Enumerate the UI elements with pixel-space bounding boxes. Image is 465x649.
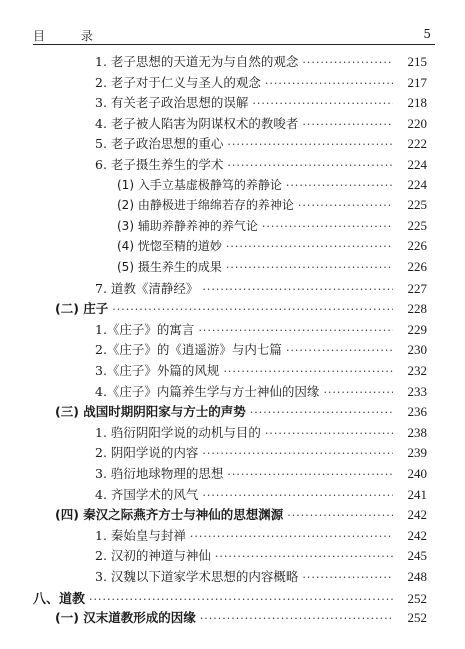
- toc-entry[interactable]: [55, 608, 427, 632]
- header-page-number: 5: [423, 27, 431, 41]
- dot-leader: [227, 468, 393, 481]
- toc-entry-page: 224: [407, 157, 427, 172]
- toc-entry-title: 1. 秦始皇与封禅: [95, 527, 186, 543]
- dot-leader: [202, 489, 393, 502]
- toc-entry-title: 2. 老子对于仁义与圣人的观念: [95, 74, 261, 90]
- dot-leader: [200, 612, 393, 625]
- dot-leader: [202, 283, 393, 296]
- toc-entry-title: 3.《庄子》外篇的风规: [95, 363, 220, 378]
- toc-entry-page: 225: [407, 197, 427, 213]
- toc-entry-page: 232: [407, 363, 427, 378]
- dot-leader: [227, 138, 393, 151]
- toc-entry-page: 238: [407, 424, 427, 440]
- dot-leader: [262, 220, 393, 233]
- dot-leader: [265, 77, 393, 90]
- dot-leader: [302, 571, 393, 584]
- toc-entry-page: 225: [407, 217, 427, 233]
- toc-entry-page: 230: [407, 342, 427, 358]
- dot-leader: [202, 447, 393, 460]
- dot-leader: [252, 97, 393, 110]
- dot-leader: [226, 240, 393, 253]
- toc-entry-title: 3. 有关老子政治思想的误解: [95, 95, 249, 111]
- dot-leader: [190, 530, 393, 543]
- toc-entry-page: 224: [407, 176, 427, 192]
- toc-entry-title: (5) 摄生养生的成果: [117, 260, 222, 274]
- toc-entry-page: 241: [407, 486, 427, 502]
- toc-entry-title: 5. 老子政治思想的重心: [95, 136, 224, 152]
- toc-entry-title: (1) 入手立基虚极静笃的养静论: [117, 177, 282, 192]
- toc-entry-page: 226: [407, 238, 427, 254]
- toc-entry-page: 239: [407, 445, 427, 461]
- toc-entry-title: 2. 汉初的神道与神仙: [95, 548, 211, 564]
- toc-entry-title: (3) 辅助养静养神的养气论: [117, 218, 258, 233]
- toc-entry-title: 4. 齐国学术的风气: [95, 486, 199, 502]
- toc-entry-page: 252: [407, 590, 427, 606]
- dot-leader: [226, 261, 393, 274]
- toc-entry-page: 240: [407, 466, 427, 481]
- dot-leader: [112, 303, 393, 316]
- toc-entry-title: 1. 驺衍阴阳学说的动机与目的: [95, 424, 261, 440]
- dot-leader: [286, 179, 393, 192]
- toc-entry-page: 245: [407, 548, 427, 564]
- toc-entry-title: 4.《庄子》内篇养生学与方士神仙的因缘: [95, 383, 320, 399]
- toc-entry-page: 252: [407, 610, 427, 626]
- toc-entry-title: 1.《庄子》的寓言: [95, 321, 195, 337]
- dot-leader: [287, 509, 393, 522]
- page-header: [33, 22, 435, 45]
- toc-entry-page: 242: [407, 507, 427, 523]
- toc-entry-title: (四) 秦汉之际燕齐方士与神仙的思想渊源: [55, 507, 284, 523]
- dot-leader: [215, 550, 393, 563]
- toc-entry-title: 6. 老子摄生养生的学术: [95, 157, 224, 172]
- toc-entry-page: 222: [407, 136, 427, 152]
- dot-leader: [298, 199, 393, 212]
- toc-entry-page: 236: [407, 404, 427, 420]
- dot-leader: [198, 324, 393, 337]
- header-title: 目 录: [33, 29, 109, 43]
- toc-entry-page: 217: [407, 74, 427, 90]
- toc-entry-page: 248: [407, 569, 427, 584]
- dot-leader: [302, 56, 393, 69]
- dot-leader: [265, 427, 393, 440]
- toc-entry-title: 2. 阴阳学说的内容: [95, 445, 199, 461]
- toc-entry-title: (三) 战国时期阴阳家与方士的声势: [55, 404, 246, 420]
- toc-entry-page: 242: [407, 527, 427, 543]
- toc-entry-page: 218: [407, 95, 427, 111]
- toc-entry-title: 1. 老子思想的天道无为与自然的观念: [95, 54, 299, 69]
- toc-entry-page: 229: [407, 321, 427, 337]
- toc-entry-page: 233: [407, 383, 427, 399]
- dot-leader: [302, 118, 393, 131]
- toc-entry-title: (4) 恍惚至精的道妙: [117, 239, 222, 254]
- toc-entry-title: 7. 道教《清静经》: [95, 280, 199, 296]
- toc-entry-page: 226: [407, 259, 427, 274]
- toc-entry-title: (二) 庄子: [55, 301, 109, 317]
- toc-entry-title: 2.《庄子》的《逍遥游》与内七篇: [95, 342, 282, 358]
- dot-leader: [89, 593, 393, 606]
- dot-leader: [227, 159, 393, 172]
- toc-entry-title: 4. 老子被人陷害为阴谋权术的教唆者: [95, 115, 299, 131]
- dot-leader: [250, 406, 393, 419]
- toc-entry-page: 228: [407, 301, 427, 317]
- dot-leader: [286, 344, 393, 357]
- toc-entry-page: 215: [407, 54, 427, 69]
- toc-entry-page: 220: [407, 115, 427, 131]
- toc-entry-title: 3. 驺衍地球物理的思想: [95, 466, 224, 481]
- toc-entry-title: (2) 由静极进于绵绵若存的养神论: [117, 198, 294, 213]
- toc-entry-title: 八、道教: [33, 591, 86, 607]
- toc-entry-title: (一) 汉末道教形成的因缘: [55, 610, 196, 626]
- dot-leader: [323, 386, 393, 399]
- dot-leader: [223, 365, 393, 378]
- toc-entry-title: 3. 汉魏以下道家学术思想的内容概略: [95, 569, 299, 584]
- toc-entry-page: 227: [407, 280, 427, 296]
